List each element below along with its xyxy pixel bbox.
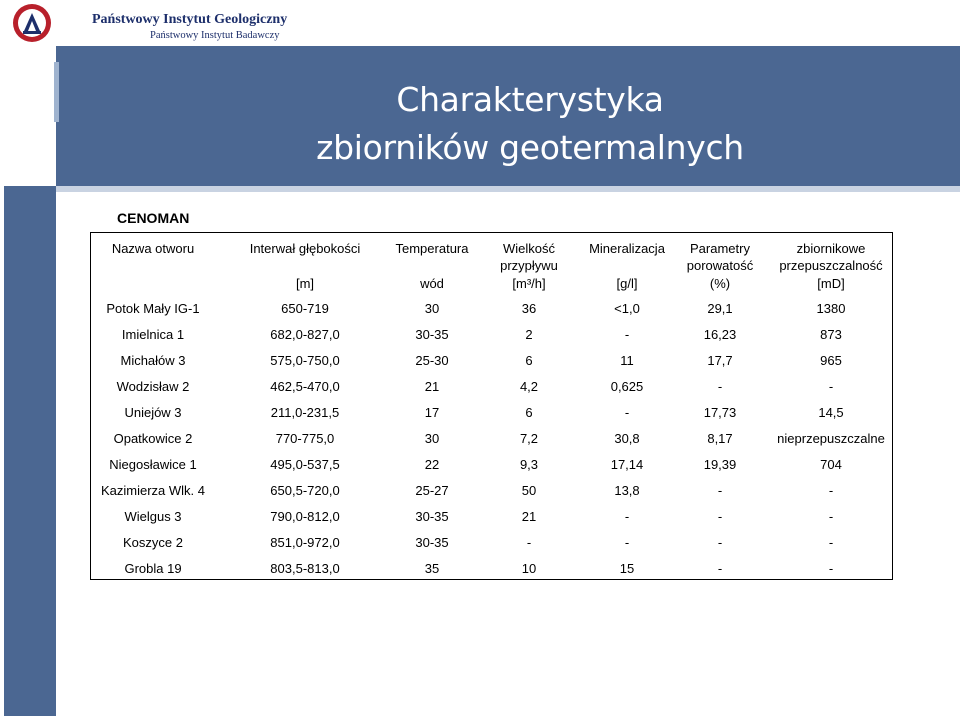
cell-mineralization: - — [624, 535, 630, 550]
left-band — [4, 186, 56, 716]
header-mineralization: Mineralizacja — [589, 241, 665, 256]
reservoir-table — [90, 232, 893, 580]
cell-temperature: 30-35 — [415, 327, 449, 342]
cell-well: Opatkowice 2 — [113, 431, 193, 446]
cell-inflow: 7,2 — [519, 431, 539, 446]
cell-well: Wielgus 3 — [124, 509, 182, 524]
cell-temperature: 22 — [424, 457, 440, 472]
header-depth-unit: [m] — [295, 276, 315, 291]
header-reservoir: zbiornikowe — [796, 241, 866, 256]
cell-well: Michałów 3 — [120, 353, 186, 368]
cell-porosity: 19,39 — [703, 457, 737, 472]
table-row — [91, 535, 894, 561]
cell-well: Potok Mały IG-1 — [106, 301, 200, 316]
cell-depth: 462,5-470,0 — [270, 379, 340, 394]
table-row — [91, 561, 894, 587]
header-inflow: Wielkość — [502, 241, 555, 256]
header-inflow-b: przypływu — [500, 258, 558, 273]
cell-temperature: 21 — [424, 379, 440, 394]
cell-well: Imielnica 1 — [121, 327, 185, 342]
header-permeability: przepuszczalność — [779, 258, 883, 273]
cell-inflow: 21 — [521, 509, 537, 524]
header-well-name: Nazwa otworu — [111, 241, 195, 256]
cell-well: Koszyce 2 — [123, 535, 183, 550]
cell-mineralization: 13,8 — [614, 483, 640, 498]
cell-temperature: 30-35 — [415, 535, 449, 550]
cell-temperature: 25-27 — [415, 483, 449, 498]
institute-subtitle: Państwowy Instytut Badawczy — [150, 30, 280, 41]
cell-depth: 650,5-720,0 — [270, 483, 340, 498]
institute-name: Państwowy Instytut Geologiczny — [92, 12, 288, 27]
cell-temperature: 30 — [424, 431, 440, 446]
header-temperature: Temperatura — [395, 241, 469, 256]
table-row — [91, 509, 894, 535]
cell-porosity: 16,23 — [703, 327, 737, 342]
cell-permeability: - — [828, 561, 834, 576]
cell-well: Wodzisław 2 — [116, 379, 190, 394]
cell-inflow: 10 — [521, 561, 537, 576]
table-row — [91, 327, 894, 353]
header-temperature-unit: wód — [420, 276, 444, 291]
pig-logo — [4, 2, 60, 44]
cell-permeability: 14,5 — [818, 405, 844, 420]
header-porosity-unit: (%) — [709, 276, 731, 291]
band-accent — [54, 62, 59, 122]
header-depth: Interwał głębokości — [249, 241, 361, 256]
cell-inflow: 2 — [525, 327, 533, 342]
cell-well: Niegosławice 1 — [109, 457, 197, 472]
cell-temperature: 25-30 — [415, 353, 449, 368]
table-row — [91, 457, 894, 483]
cell-permeability: nieprzepuszczalne — [777, 431, 885, 446]
header-porosity: porowatość — [686, 258, 754, 273]
cell-inflow: 50 — [521, 483, 537, 498]
cell-depth: 770-775,0 — [275, 431, 335, 446]
cell-mineralization: 0,625 — [610, 379, 644, 394]
cell-well: Grobla 19 — [124, 561, 182, 576]
cell-mineralization: 30,8 — [614, 431, 640, 446]
cell-mineralization: 11 — [620, 353, 634, 368]
cell-inflow: - — [526, 535, 532, 550]
table-row — [91, 431, 894, 457]
cell-permeability: 704 — [820, 457, 842, 472]
cell-permeability: - — [828, 483, 834, 498]
cell-porosity: - — [717, 509, 723, 524]
title-line-1: Charakterystyka — [396, 80, 664, 119]
cell-porosity: 29,1 — [707, 301, 733, 316]
cell-porosity: - — [717, 483, 723, 498]
cell-depth: 211,0-231,5 — [270, 405, 340, 420]
cell-porosity: 17,7 — [707, 353, 733, 368]
cell-permeability: - — [828, 509, 834, 524]
cell-temperature: 30 — [424, 301, 440, 316]
table-row — [91, 353, 894, 379]
cell-depth: 790,0-812,0 — [270, 509, 340, 524]
cell-depth: 682,0-827,0 — [270, 327, 340, 342]
header-parameters: Parametry — [690, 241, 750, 256]
cell-permeability: 1380 — [816, 301, 846, 316]
cell-well: Kazimierza Wlk. 4 — [100, 483, 206, 498]
cell-depth: 575,0-750,0 — [270, 353, 340, 368]
cell-temperature: 30-35 — [415, 509, 449, 524]
cell-mineralization: - — [624, 327, 630, 342]
cell-inflow: 4,2 — [519, 379, 539, 394]
cell-depth: 495,0-537,5 — [270, 457, 340, 472]
section-label: CENOMAN — [117, 210, 190, 226]
cell-well: Uniejów 3 — [124, 405, 182, 420]
cell-inflow: 36 — [521, 301, 537, 316]
cell-inflow: 6 — [525, 353, 533, 368]
cell-depth: 803,5-813,0 — [270, 561, 340, 576]
cell-temperature: 35 — [424, 561, 440, 576]
cell-porosity: - — [717, 379, 723, 394]
cell-porosity: 8,17 — [707, 431, 733, 446]
cell-mineralization: - — [624, 509, 630, 524]
title-line-2: zbiorników geotermalnych — [316, 128, 744, 167]
cell-porosity: - — [717, 535, 723, 550]
cell-permeability: 965 — [820, 353, 842, 368]
table-row — [91, 405, 894, 431]
slide-title — [180, 76, 880, 172]
cell-porosity: - — [717, 561, 723, 576]
cell-permeability: - — [828, 535, 834, 550]
cell-mineralization: 17,14 — [610, 457, 644, 472]
header-permeability-unit: [mD] — [817, 276, 845, 291]
table-row — [91, 301, 894, 327]
cell-porosity: 17,73 — [703, 405, 737, 420]
cell-temperature: 17 — [424, 405, 440, 420]
header-strip — [0, 0, 960, 46]
cell-inflow: 6 — [525, 405, 533, 420]
cell-mineralization: - — [624, 405, 630, 420]
cell-permeability: 873 — [820, 327, 842, 342]
cell-depth: 650-719 — [281, 301, 329, 316]
cell-mineralization: 15 — [619, 561, 635, 576]
cell-permeability: - — [828, 379, 834, 394]
cell-inflow: 9,3 — [519, 457, 539, 472]
cell-depth: 851,0-972,0 — [270, 535, 340, 550]
table-row — [91, 379, 894, 405]
header-mineralization-unit: [g/l] — [616, 276, 638, 291]
header-inflow-unit: [m³/h] — [512, 276, 546, 291]
table-row — [91, 483, 894, 509]
cell-mineralization: <1,0 — [614, 301, 640, 316]
